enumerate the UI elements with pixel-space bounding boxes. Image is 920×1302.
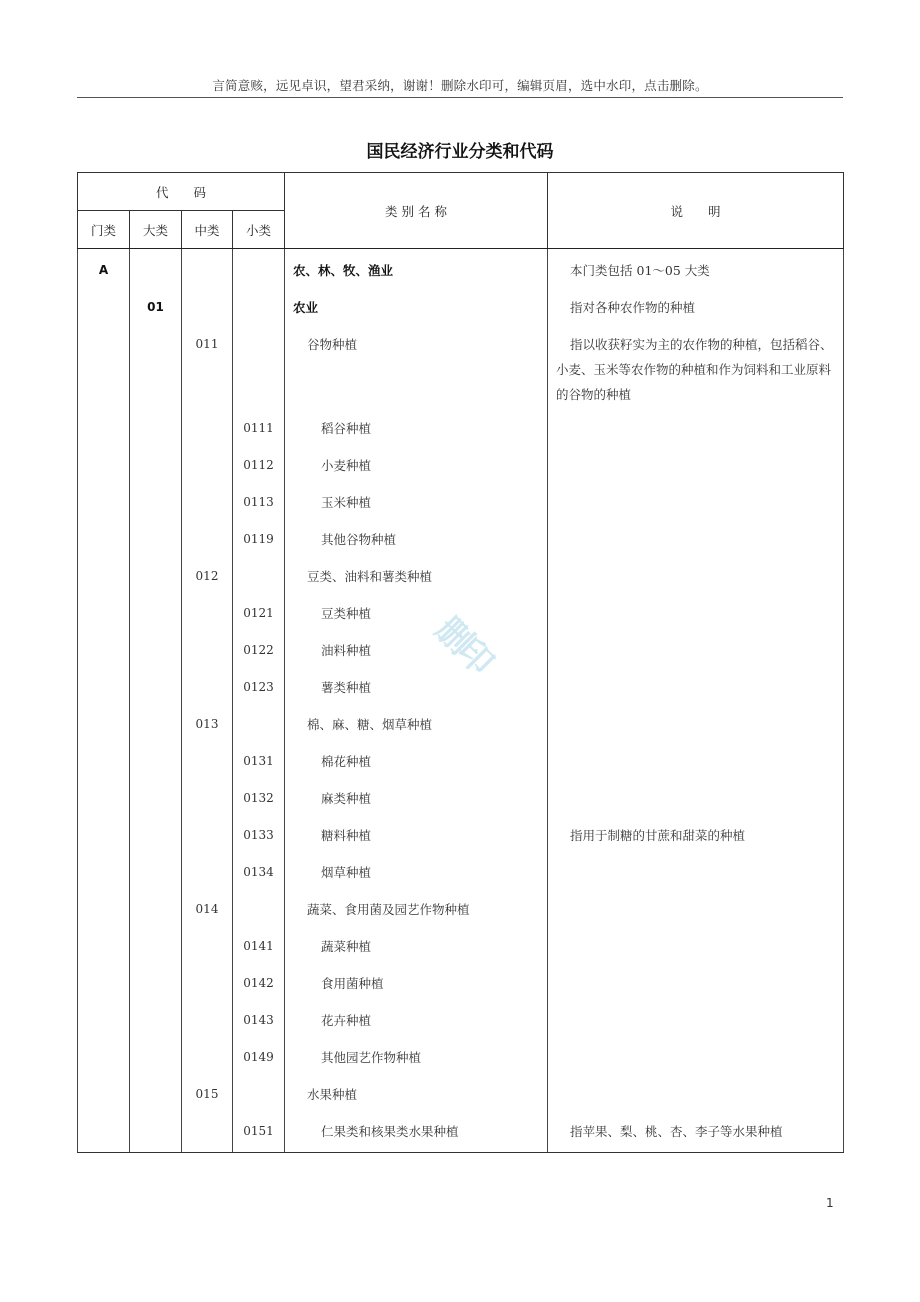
cell-zhonglei [182,851,233,888]
cell-zhonglei [182,666,233,703]
cell-dalei [130,444,182,481]
cell-menlei [78,851,130,888]
cell-xiaolei [233,286,285,323]
cell-menlei [78,592,130,629]
cell-menlei [78,999,130,1036]
cell-zhonglei [182,481,233,518]
cell-category-name: 蔬菜种植 [285,925,548,962]
cell-dalei [130,407,182,444]
watermark-text[interactable]: 删印 [427,609,499,681]
cell-menlei [78,962,130,999]
cell-description [548,629,844,666]
cell-description: 本门类包括 01～05 大类 [548,249,844,287]
cell-xiaolei: 0151 [233,1110,285,1153]
cell-category-name: 花卉种植 [285,999,548,1036]
cell-menlei [78,1036,130,1073]
header-menlei: 门类 [78,211,130,249]
cell-zhonglei: 012 [182,555,233,592]
table-row [78,444,844,481]
cell-category-name: 糖料种植 [285,814,548,851]
cell-description: 指以收获籽实为主的农作物的种植，包括稻谷、小麦、玉米等农作物的种植和作为饲料和工业原料的谷物的种植 [548,323,844,407]
cell-description [548,1073,844,1110]
cell-menlei [78,925,130,962]
cell-dalei [130,814,182,851]
cell-menlei [78,777,130,814]
cell-menlei [78,814,130,851]
cell-category-name: 油料种植 [285,629,548,666]
cell-category-name: 谷物种植 [285,323,548,407]
table-row [78,999,844,1036]
cell-zhonglei: 014 [182,888,233,925]
document-title: 国民经济行业分类和代码 [366,142,554,162]
header-code-group: 代 码 [78,173,285,211]
cell-description [548,703,844,740]
cell-menlei [78,518,130,555]
cell-zhonglei: 011 [182,323,233,407]
table-row [78,407,844,444]
cell-category-name: 烟草种植 [285,851,548,888]
cell-description [548,666,844,703]
cell-menlei [78,481,130,518]
cell-zhonglei [182,777,233,814]
cell-description [548,851,844,888]
cell-dalei [130,666,182,703]
cell-zhonglei [182,592,233,629]
header-description: 说 明 [548,173,844,249]
cell-category-name: 小麦种植 [285,444,548,481]
cell-category-name: 稻谷种植 [285,407,548,444]
cell-category-name: 食用菌种植 [285,962,548,999]
cell-zhonglei [182,249,233,287]
cell-zhonglei [182,444,233,481]
cell-zhonglei [182,962,233,999]
cell-xiaolei [233,323,285,407]
cell-category-name: 棉花种植 [285,740,548,777]
cell-category-name: 水果种植 [285,1073,548,1110]
table-row [78,518,844,555]
table-row [78,703,844,740]
table-row [78,1073,844,1110]
industry-code-table [77,172,844,1153]
cell-menlei [78,1073,130,1110]
cell-menlei [78,555,130,592]
cell-description: 指苹果、梨、桃、杏、李子等水果种植 [548,1110,844,1153]
cell-category-name: 豆类种植 [285,592,548,629]
cell-category-name: 仁果类和核果类水果种植 [285,1110,548,1153]
cell-xiaolei: 0122 [233,629,285,666]
cell-dalei [130,481,182,518]
cell-dalei [130,592,182,629]
cell-xiaolei: 0113 [233,481,285,518]
cell-description [548,740,844,777]
cell-xiaolei [233,888,285,925]
cell-xiaolei: 0142 [233,962,285,999]
cell-menlei [78,1110,130,1153]
table-row [78,1036,844,1073]
cell-dalei [130,1073,182,1110]
cell-xiaolei: 0119 [233,518,285,555]
cell-menlei [78,323,130,407]
cell-description [548,999,844,1036]
cell-zhonglei [182,286,233,323]
table-row [78,629,844,666]
cell-xiaolei: 0149 [233,1036,285,1073]
header-dalei: 大类 [130,211,182,249]
cell-dalei [130,888,182,925]
cell-description [548,518,844,555]
cell-dalei [130,629,182,666]
table-row [78,851,844,888]
cell-dalei [130,1036,182,1073]
cell-xiaolei: 0111 [233,407,285,444]
cell-description [548,925,844,962]
cell-dalei [130,1110,182,1153]
cell-xiaolei [233,1073,285,1110]
cell-category-name: 豆类、油料和薯类种植 [285,555,548,592]
cell-menlei [78,703,130,740]
cell-description [548,555,844,592]
cell-menlei [78,666,130,703]
table-row [78,1110,844,1153]
cell-xiaolei: 0132 [233,777,285,814]
cell-xiaolei: 0134 [233,851,285,888]
cell-xiaolei [233,249,285,287]
header-xiaolei: 小类 [233,211,285,249]
cell-category-name: 农、林、牧、渔业 [285,249,548,287]
cell-description [548,1036,844,1073]
cell-xiaolei: 0143 [233,999,285,1036]
cell-zhonglei [182,925,233,962]
cell-description: 指对各种农作物的种植 [548,286,844,323]
header-category-name: 类 别 名 称 [285,173,548,249]
cell-description [548,888,844,925]
cell-description [548,407,844,444]
cell-xiaolei: 0121 [233,592,285,629]
table-row [78,666,844,703]
cell-category-name: 薯类种植 [285,666,548,703]
table-row [78,925,844,962]
cell-description [548,777,844,814]
cell-zhonglei: 013 [182,703,233,740]
cell-description: 指用于制糖的甘蔗和甜菜的种植 [548,814,844,851]
cell-xiaolei [233,555,285,592]
table-row [78,814,844,851]
cell-menlei [78,740,130,777]
cell-dalei [130,851,182,888]
cell-dalei [130,999,182,1036]
page-header-text: 言简意赅，远见卓识，望君采纳，谢谢！删除水印可，编辑页眉，选中水印，点击删除。 [212,78,708,93]
cell-xiaolei: 0112 [233,444,285,481]
cell-menlei [78,286,130,323]
cell-zhonglei [182,629,233,666]
cell-dalei [130,555,182,592]
cell-xiaolei: 0123 [233,666,285,703]
cell-xiaolei: 0131 [233,740,285,777]
cell-category-name: 麻类种植 [285,777,548,814]
cell-menlei: A [78,249,130,287]
cell-zhonglei [182,1110,233,1153]
cell-dalei [130,518,182,555]
table-row [78,592,844,629]
table-row [78,323,844,407]
cell-menlei [78,888,130,925]
cell-category-name: 玉米种植 [285,481,548,518]
cell-description [548,481,844,518]
cell-xiaolei [233,703,285,740]
cell-dalei [130,740,182,777]
cell-zhonglei [182,407,233,444]
cell-menlei [78,407,130,444]
cell-menlei [78,444,130,481]
cell-dalei [130,962,182,999]
table-row [78,888,844,925]
page-header-divider [77,97,843,98]
table-row [78,249,844,287]
table-row [78,555,844,592]
page-number: 1 [826,1196,834,1210]
cell-dalei [130,323,182,407]
cell-category-name: 其他谷物种植 [285,518,548,555]
cell-xiaolei: 0133 [233,814,285,851]
cell-dalei [130,777,182,814]
cell-dalei [130,249,182,287]
cell-menlei [78,629,130,666]
cell-category-name: 其他园艺作物种植 [285,1036,548,1073]
cell-zhonglei: 015 [182,1073,233,1110]
cell-description [548,962,844,999]
table-row [78,962,844,999]
table-row [78,481,844,518]
cell-category-name: 蔬菜、食用菌及园艺作物种植 [285,888,548,925]
cell-zhonglei [182,518,233,555]
cell-description [548,592,844,629]
cell-zhonglei [182,814,233,851]
cell-xiaolei: 0141 [233,925,285,962]
table-body [78,249,844,1153]
cell-dalei [130,703,182,740]
cell-category-name: 农业 [285,286,548,323]
cell-zhonglei [182,999,233,1036]
header-zhonglei: 中类 [182,211,233,249]
cell-zhonglei [182,740,233,777]
cell-zhonglei [182,1036,233,1073]
cell-description [548,444,844,481]
table-row [78,740,844,777]
cell-dalei: 01 [130,286,182,323]
cell-category-name: 棉、麻、糖、烟草种植 [285,703,548,740]
table-row [78,286,844,323]
table-row [78,777,844,814]
cell-dalei [130,925,182,962]
